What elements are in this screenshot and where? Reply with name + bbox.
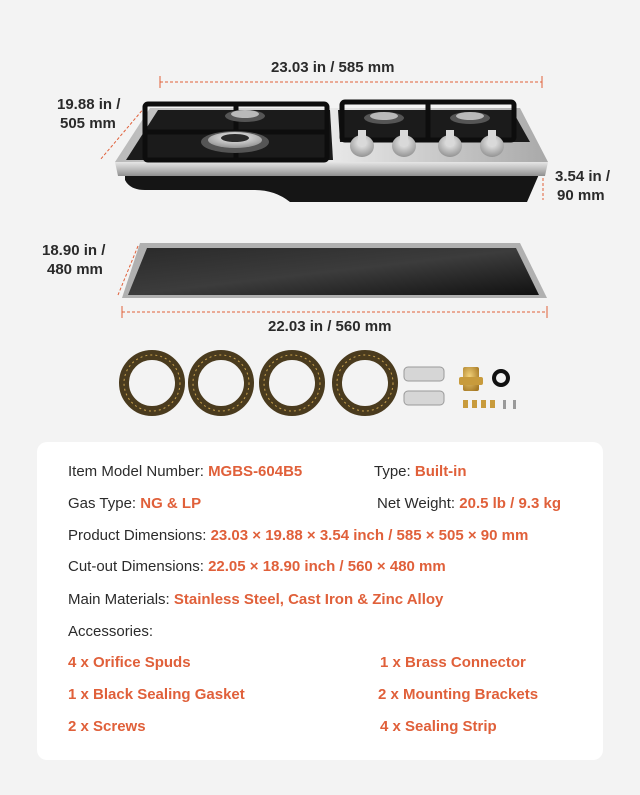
accessories-heading: Accessories: (68, 623, 154, 640)
cutout-depth-label-line2: 480 mm (47, 261, 103, 278)
type-value: Built-in (414, 463, 467, 480)
accessory-item: 1 x Brass Connector (380, 654, 526, 671)
materials-label: Main Materials: (68, 591, 170, 608)
product-dimensions-label: Product Dimensions: (68, 527, 207, 544)
cutout-dimensions-value: 22.05 × 18.90 inch / 560 × 480 mm (208, 558, 446, 575)
accessory-item: 2 x Mounting Brackets (378, 686, 539, 703)
cutout-panel (122, 243, 547, 298)
gas-row (68, 494, 201, 514)
orifice-spuds-and-screws (463, 400, 516, 409)
model-row (68, 462, 302, 482)
type-label: Type: (374, 463, 411, 480)
specs-card (37, 442, 603, 760)
brass-connector (459, 367, 483, 391)
depth-label-line2: 505 mm (60, 115, 116, 132)
accessory-item: 1 x Black Sealing Gasket (68, 686, 245, 703)
weight-value: 20.5 lb / 9.3 kg (459, 495, 561, 512)
cutout-depth-label-line1: 18.90 in / (42, 242, 106, 259)
black-sealing-gasket (494, 371, 508, 385)
model-value: MGBS-604B5 (208, 463, 303, 480)
accessory-item: 4 x Sealing Strip (380, 718, 497, 735)
materials-value: Stainless Steel, Cast Iron & Zinc Alloy (173, 591, 444, 608)
accessory-item: 2 x Screws (68, 718, 146, 735)
height-label-line1: 3.54 in / (555, 168, 611, 185)
gas-value: NG & LP (140, 495, 202, 512)
product-dimensions-value: 23.03 × 19.88 × 3.54 inch / 585 × 505 × 90 mm (210, 527, 529, 544)
weight-label: Net Weight: (377, 495, 456, 512)
top-width-label: 23.03 in / 585 mm (271, 59, 395, 76)
sealing-strips (124, 355, 393, 411)
mounting-brackets (404, 367, 444, 405)
gas-label: Gas Type: (68, 495, 137, 512)
height-label-line2: 90 mm (557, 187, 605, 204)
cooktop (115, 102, 548, 202)
cutout-dimensions-label: Cut-out Dimensions: (68, 558, 204, 575)
cutout-dimensions-row (68, 557, 446, 577)
depth-label-line1: 19.88 in / (57, 96, 121, 113)
product-dimensions-row (68, 526, 528, 546)
accessory-item: 4 x Orifice Spuds (68, 654, 191, 671)
weight-row (377, 494, 561, 514)
type-row (374, 462, 467, 482)
top-width-dimension-line (160, 76, 542, 88)
model-label: Item Model Number: (68, 463, 204, 480)
materials-row (68, 590, 443, 610)
cutout-width-label: 22.03 in / 560 mm (268, 318, 392, 335)
